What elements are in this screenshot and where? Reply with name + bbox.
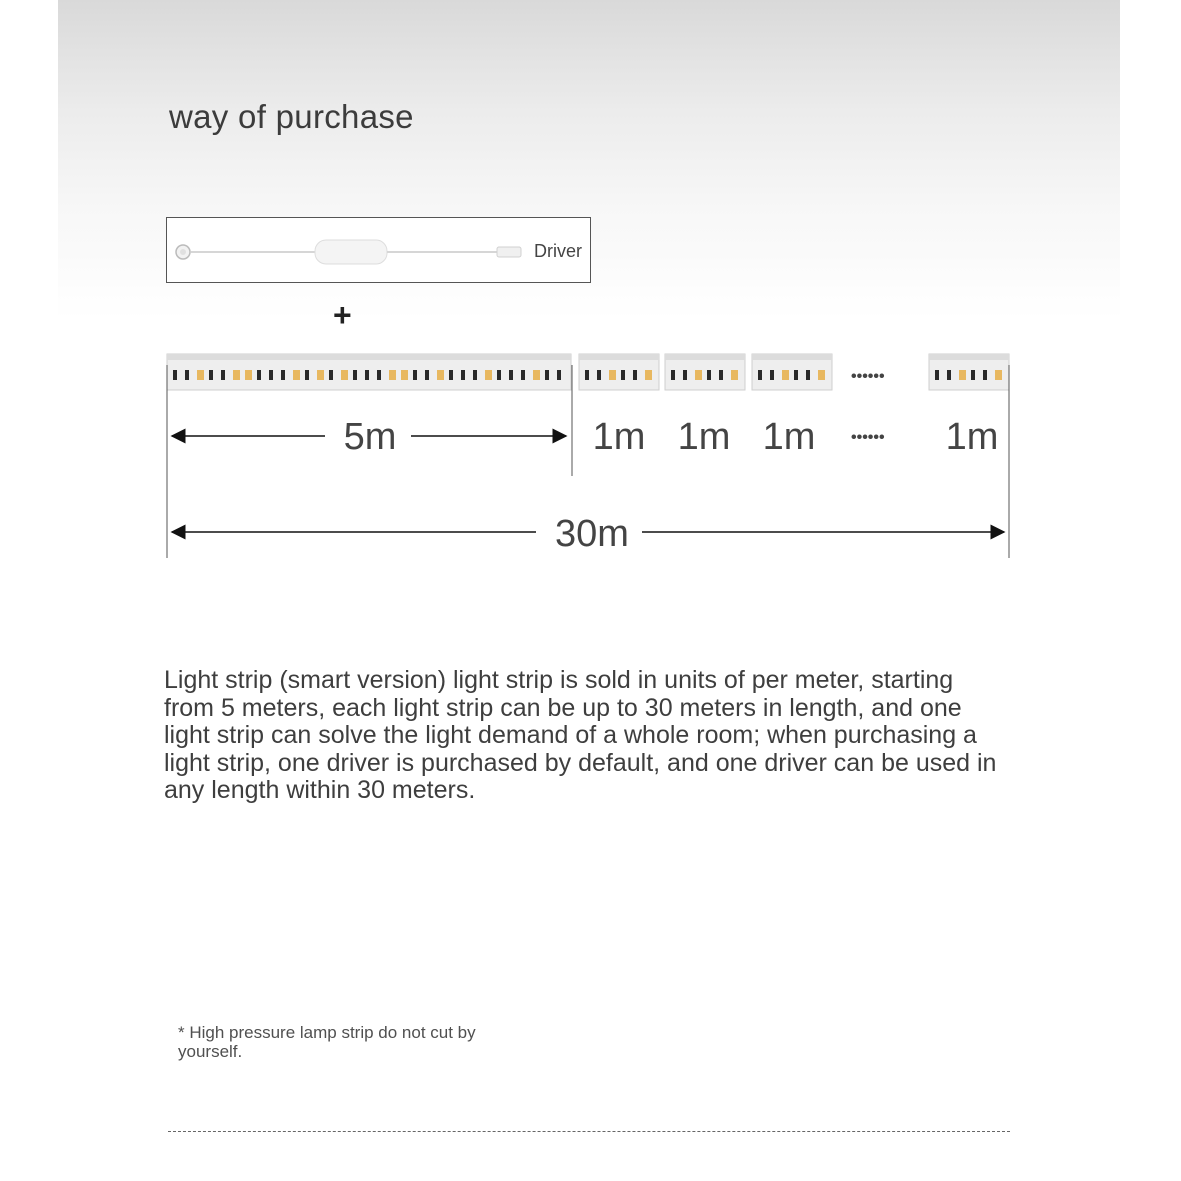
led-chip	[818, 370, 825, 380]
label-1m-last: 1m	[945, 416, 999, 458]
footnote-text: * High pressure lamp strip do not cut by yourself.	[178, 1023, 476, 1061]
led-chip	[389, 370, 396, 380]
led-chip	[758, 370, 762, 380]
led-strip-5m	[167, 354, 571, 390]
led-chip	[983, 370, 987, 380]
led-chip	[353, 370, 357, 380]
led-chip	[221, 370, 225, 380]
led-chip	[794, 370, 798, 380]
led-chip	[995, 370, 1002, 380]
led-chip	[545, 370, 549, 380]
led-chip	[533, 370, 540, 380]
led-chip	[341, 370, 348, 380]
led-chip	[281, 370, 285, 380]
led-chip	[695, 370, 702, 380]
led-chip	[305, 370, 309, 380]
led-chip	[971, 370, 975, 380]
led-chip	[437, 370, 444, 380]
led-chip	[633, 370, 637, 380]
led-chip	[731, 370, 738, 380]
led-chip	[245, 370, 252, 380]
led-chip	[935, 370, 939, 380]
led-strip-1m-last	[929, 354, 1009, 390]
led-chip	[185, 370, 189, 380]
label-5m: 5m	[343, 416, 397, 458]
led-chip	[473, 370, 477, 380]
led-chip	[377, 370, 381, 380]
led-chip	[329, 370, 333, 380]
label-ellipsis: ••••••	[851, 429, 885, 446]
driver-label: Driver	[534, 241, 582, 261]
led-chip	[719, 370, 723, 380]
led-strip-1m-a	[579, 354, 659, 390]
led-chip	[959, 370, 966, 380]
led-chip	[497, 370, 501, 380]
strip-ellipsis: ••••••	[851, 368, 885, 385]
led-chip	[707, 370, 711, 380]
led-chip	[449, 370, 453, 380]
led-chip	[521, 370, 525, 380]
led-chip	[645, 370, 652, 380]
led-chip	[425, 370, 429, 380]
led-chip	[401, 370, 408, 380]
led-chip	[257, 370, 261, 380]
led-chip	[806, 370, 810, 380]
label-1m-b: 1m	[677, 416, 731, 458]
led-chip	[197, 370, 204, 380]
led-chip	[173, 370, 177, 380]
bottom-divider	[168, 1131, 1010, 1132]
led-chip	[609, 370, 616, 380]
led-chip	[413, 370, 417, 380]
led-chip	[461, 370, 465, 380]
led-chip	[317, 370, 324, 380]
led-strip-1m-c	[752, 354, 832, 390]
led-chip	[683, 370, 687, 380]
led-chip	[597, 370, 601, 380]
plus-sign: +	[333, 297, 352, 333]
led-chip	[509, 370, 513, 380]
label-1m-a: 1m	[592, 416, 646, 458]
description-text: Light strip (smart version) light strip is sold in units of per meter, starting from 5 meters, each light strip can be up to 30 meters in length, and one light strip can solve the light demand of a whole room; when purchasing a light strip, one driver is purchased by default, and one driver can be used in any length within 30 meters.	[164, 666, 997, 804]
label-1m-c: 1m	[762, 416, 816, 458]
led-chip	[233, 370, 240, 380]
led-chip	[770, 370, 774, 380]
led-chip	[485, 370, 492, 380]
led-chip	[947, 370, 951, 380]
led-chip	[557, 370, 561, 380]
led-chip	[269, 370, 273, 380]
led-chip	[209, 370, 213, 380]
led-chip	[782, 370, 789, 380]
led-chip	[293, 370, 300, 380]
led-chip	[671, 370, 675, 380]
led-chip	[365, 370, 369, 380]
led-chip	[621, 370, 625, 380]
label-30m: 30m	[555, 513, 629, 555]
led-chip	[585, 370, 589, 380]
led-strip-1m-b	[665, 354, 745, 390]
page-title: way of purchase	[169, 98, 414, 135]
